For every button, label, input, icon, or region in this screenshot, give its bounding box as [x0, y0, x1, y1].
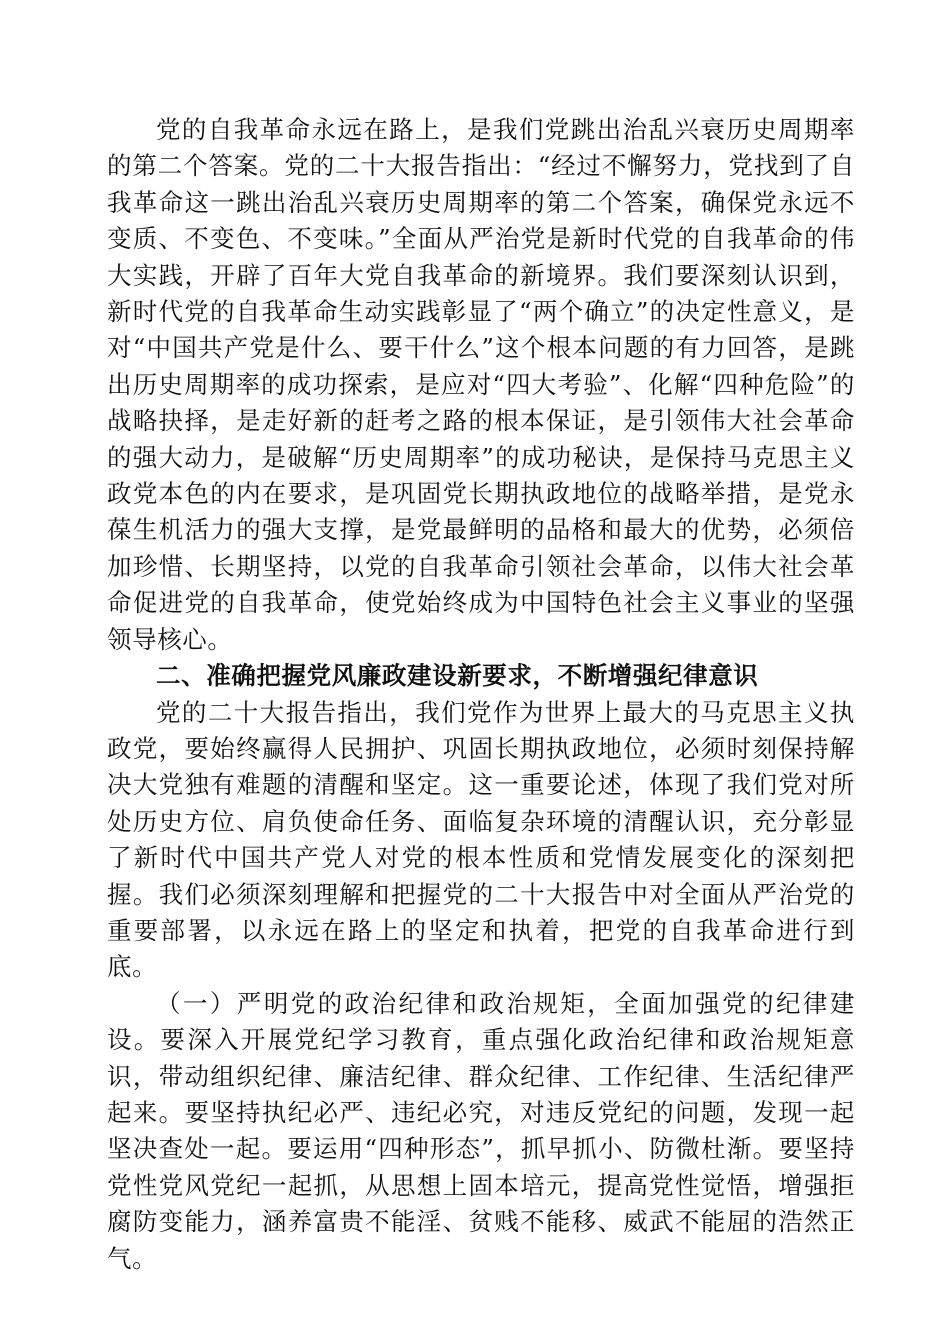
subsection-paragraph: （一）严明党的政治纪律和政治规矩，全面加强党的纪律建设。要深入开展党纪学习教育，重点强化政治纪律和政治规矩意识，带动组织纪律、廉洁纪律、群众纪律、工作纪律、生活纪律严起来。要坚持执纪必严、违纪必究，对违反党纪的问题，发现一起坚决查处一起。要运用“四种形态”，抓早抓小、防微杜渐。要坚持党性党风党纪一起抓，从思想上固本培元，提高党性觉悟，增强拒腐防变能力，涵养富贵不能淫、贫贱不能移、威武不能屈的浩然正气。 [107, 988, 855, 1273]
intro-paragraph: 党的自我革命永远在路上，是我们党跳出治乱兴衰历史周期率的第二个答案。党的二十大报告指出：“经过不懈努力，党找到了自我革命这一跳出治乱兴衰历史周期率的第二个答案，确保党永远不变质、不变色、不变味。”全面从严治党是新时代党的自我革命的伟大实践，开辟了百年大党自我革命的新境界。我们要深刻认识到，新时代党的自我革命生动实践彰显了“两个确立”的决定性意义，是对“中国共产党是什么、要干什么”这个根本问题的有力回答，是跳出历史周期率的成功探索，是应对“四大考验”、化解“四种危险”的战略抉择，是走好新的赶考之路的根本保证，是引领伟大社会革命的强大动力，是破解“历史周期率”的成功秘诀，是保持马克思主义政党本色的内在要求，是巩固党长期执政地位的战略举措，是党永葆生机活力的强大支撑，是党最鲜明的品格和最大的优势，必须倍加珍惜、长期坚持，以党的自我革命引领社会革命，以伟大社会革命促进党的自我革命，使党始终成为中国特色社会主义事业的坚强领导核心。 [107, 115, 855, 654]
section-paragraph: 党的二十大报告指出，我们党作为世界上最大的马克思主义执政党，要始终赢得人民拥护、巩固长期执政地位，必须时刻保持解决大党独有难题的清醒和坚定。这一重要论述，体现了我们党对所处历史方位、肩负使命任务、面临复杂环境的清醒认识，充分彰显了新时代中国共产党人对党的根本性质和党情发展变化的深刻把握。我们必须深刻理解和把握党的二十大报告中对全面从严治党的重要部署，以永远在路上的坚定和执着，把党的自我革命进行到底。 [107, 697, 855, 982]
document-page [107, 112, 855, 1277]
section-heading: 二、准确把握党风廉政建设新要求，不断增强纪律意识 [156, 661, 759, 691]
